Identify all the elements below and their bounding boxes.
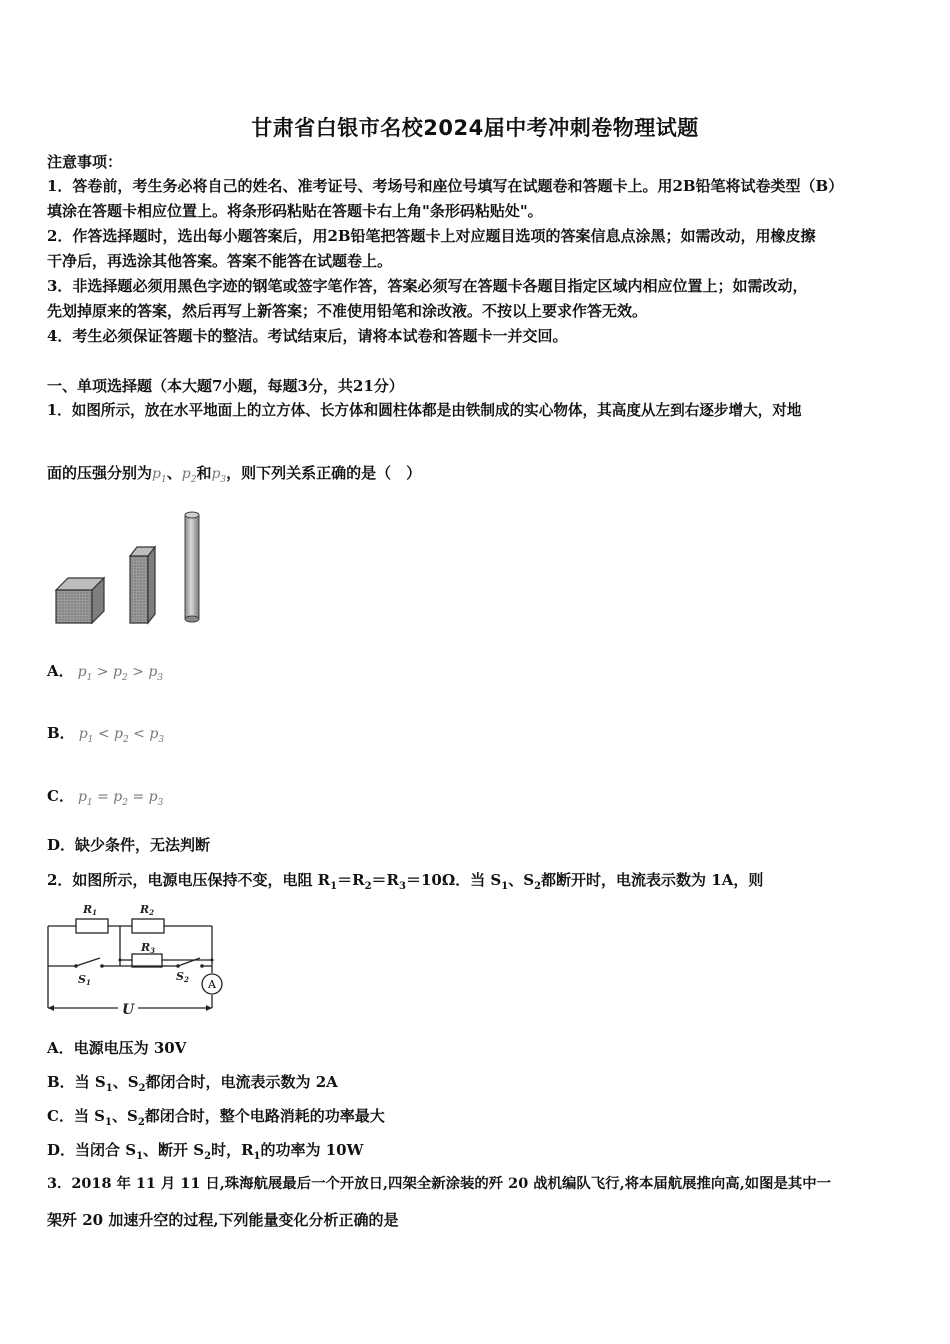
- q2-option-b[interactable]: B．当 $S_1$、$S_2$都闭合时，电流表示数为 2A: [47, 1073, 338, 1094]
- resistor-r3: [132, 954, 162, 967]
- resistor-r1: [76, 919, 108, 933]
- label-u: U: [122, 1002, 135, 1018]
- q1-sep: 和: [196, 464, 212, 482]
- q2-option-a[interactable]: A．电源电压为 30V: [47, 1039, 187, 1057]
- p2-symbol: $p_2$: [181, 466, 197, 485]
- notice-line: 3．非选择题必须用黑色字迹的钢笔或签字笔作答，答案必须写在答题卡各题目指定区域内相应位置上；如需改动，: [47, 277, 808, 295]
- option-d[interactable]: D．缺少条件，无法判断: [47, 836, 211, 854]
- ammeter-label: A: [208, 978, 216, 991]
- label-r1: R1: [83, 903, 98, 917]
- q2-option-c[interactable]: C．当 $S_1$、$S_2$都闭合时，整个电路消耗的功率最大: [47, 1107, 385, 1128]
- cuboid-shape: [130, 547, 155, 623]
- q3-line1: 3．2018 年 11 月 11 日,珠海航展最后一个开放日,四架全新涂装的歼 20 战机编队飞行,将本届航展推向高,如图是其中一: [47, 1175, 832, 1192]
- resistor-r2: [132, 919, 164, 933]
- label-r3: R3: [141, 941, 156, 955]
- notice-line: 填涂在答题卡相应位置上。将条形码粘贴在答题卡右上角"条形码粘贴处"。: [47, 202, 543, 220]
- q1-line1: 1．如图所示，放在水平地面上的立方体、长方体和圆柱体都是由铁制成的实心物体，其高度从左到右逐步增大，对地: [47, 402, 802, 419]
- p3-symbol: $p_3$: [211, 466, 227, 485]
- notice-line: 2．作答选择题时，选出每小题答案后，用2B铅笔把答题卡上对应题目选项的答案信息点涂黑；如需改动，用橡皮擦: [47, 227, 816, 245]
- section-heading: 一、单项选择题（本大题7小题，每题3分，共21分）: [47, 377, 404, 395]
- q1-line2: [47, 461, 421, 492]
- q2-option-d[interactable]: D．当闭合 $S_1$、断开 $S_2$时，$R_1$的功率为 10W: [47, 1141, 364, 1162]
- cylinder-shape: [185, 512, 199, 622]
- label-s2: S2: [176, 970, 189, 984]
- notice-heading: 注意事项：: [47, 153, 123, 171]
- circuit-diagram: [40, 898, 240, 1020]
- notice-line: 4．考生必须保证答题卡的整洁。考试结束后，请将本试卷和答题卡一并交回。: [47, 327, 568, 345]
- q1-figure: [50, 508, 220, 628]
- q2-stem: 2．如图所示，电源电压保持不变，电阻 $R_1=R_2=R_3=10\Omega$．当 $S_1$、$S_2$都断开时，电流表示数为 1A，则: [47, 871, 764, 892]
- q1-text: 面的压强分别为: [47, 464, 153, 482]
- option-b[interactable]: B． $p_1 < p_2 < p_3$: [47, 724, 165, 745]
- q1-text: ，则下列关系正确的是（ ）: [226, 464, 422, 482]
- notice-line: 先划掉原来的答案，然后再写上新答案；不准使用铅笔和涂改液。不按以上要求作答无效。: [47, 302, 648, 320]
- p1-symbol: $p_1$: [152, 466, 167, 485]
- notice-line: 1．答卷前，考生务必将自己的姓名、准考证号、考场号和座位号填写在试题卷和答题卡上。用2B铅笔将试卷类型（B）: [47, 177, 844, 195]
- option-c[interactable]: C． $p_1 = p_2 = p_3$: [47, 787, 164, 808]
- q1-sep: 、: [166, 464, 182, 482]
- option-a[interactable]: A． $p_1 > p_2 > p_3$: [47, 662, 164, 683]
- q3-line2: 架歼 20 加速升空的过程,下列能量变化分析正确的是: [47, 1211, 399, 1229]
- notice-line: 干净后，再选涂其他答案。答案不能答在试题卷上。: [47, 252, 393, 270]
- label-r2: R2: [140, 903, 155, 917]
- label-s1: S1: [78, 973, 91, 987]
- page-title: 甘肃省白银市名校2024届中考冲刺卷物理试题: [251, 116, 699, 140]
- cube-shape: [56, 578, 104, 623]
